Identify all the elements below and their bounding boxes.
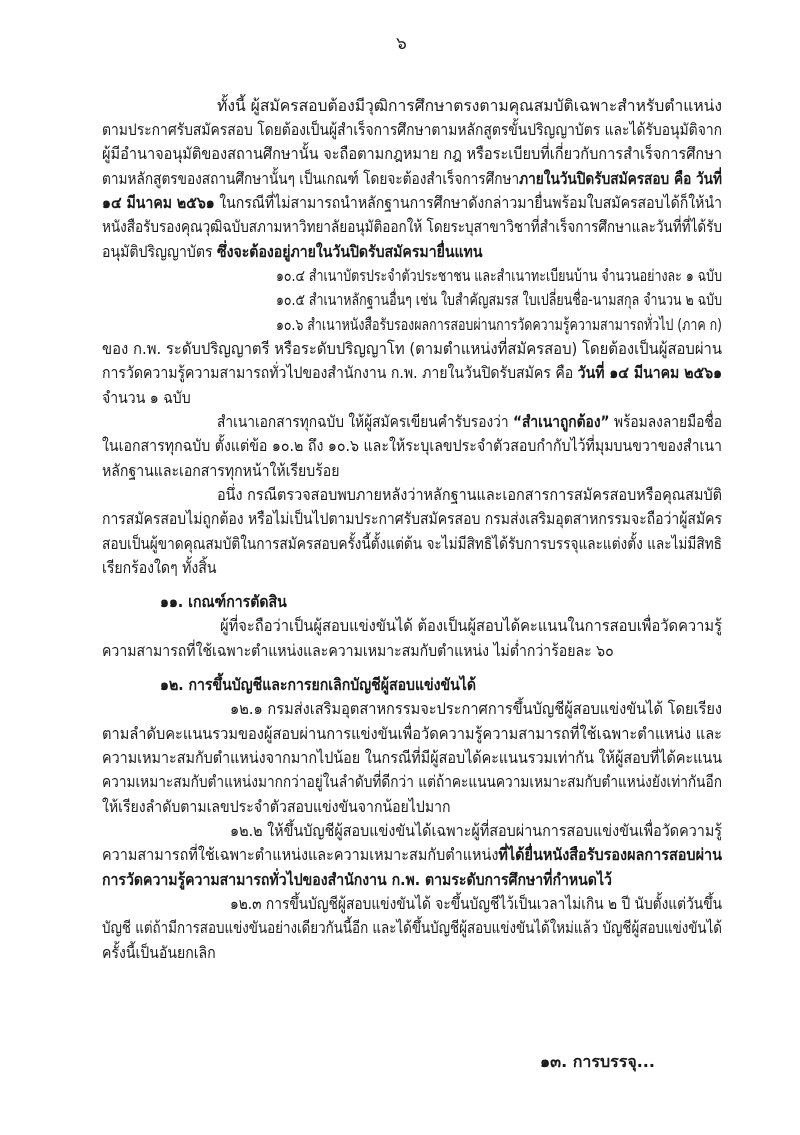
section-12-heading <box>160 674 476 696</box>
text: ๑๐.๕ สำเนาหลักฐานอื่นๆ เช่น ใบสำคัญสมรส ใบเปลี่ยนชื่อ-นามสกุล จำนวน ๒ ฉบับ <box>276 290 722 309</box>
text: ความสามารถที่ใช้เฉพาะตำแหน่งและความเหมาะสมกับตำแหน่ง <box>102 845 499 864</box>
para-line <box>102 796 451 818</box>
bold-text: “สำเนาถูกต้อง” <box>512 412 610 431</box>
page-number: ๖ <box>396 34 407 54</box>
para-line <box>102 771 722 793</box>
text: ครั้งนี้เป็นอันยกเลิก <box>102 943 216 962</box>
para-line <box>102 143 722 165</box>
text: ทั้งนี้ ผู้สมัครสอบต้องมีวุฒิการศึกษาตรงตามคุณสมบัติเฉพาะสำหรับตำแหน่ง <box>217 96 722 115</box>
continued-next-page: ๑๓. การบรรจุ... <box>540 1052 655 1071</box>
para-line <box>102 640 614 662</box>
para-line <box>102 533 722 555</box>
para-line <box>102 557 217 579</box>
para-line <box>102 119 722 141</box>
bold-text: ซึ่งจะต้องอยู่ภายในวันปิดรับสมัครมายื่นแทน <box>217 242 483 261</box>
bold-text: ๑๑. เกณฑ์การตัดสิน <box>160 592 287 611</box>
item-12-1 <box>230 698 722 720</box>
text: ผู้มีอำนาจอนุมัติของสถานศึกษานั้น จะถือตามกฎหมาย กฎ หรือระเบียบที่เกี่ยวกับการสำเร็จการศึกษา <box>102 144 722 163</box>
text: ในเอกสารทุกฉบับ ตั้งแต่ข้อ ๑๐.๒ ถึง ๑๐.๖ และให้ระบุเลขประจำตัวสอบกำกับไว้ที่มุมบนขวาของสำเนา <box>102 436 722 455</box>
bold-text: ๑๔ มีนาคม ๒๕๖๑ <box>102 193 215 212</box>
para-line <box>217 95 722 117</box>
para-line <box>102 844 722 866</box>
para-line <box>102 508 722 530</box>
para-line <box>102 387 191 409</box>
para-line <box>102 747 722 769</box>
text: ๑๐.๖ สำเนาหนังสือรับรองผลการสอบผ่านการวัดความรู้ความสามารถทั่วไป (ภาค ก) <box>276 315 722 334</box>
text: จำนวน ๑ ฉบับ <box>102 388 191 407</box>
text: การสมัครสอบไม่ถูกต้อง หรือไม่เป็นไปตามประกาศรับสมัครสอบ กรมส่งเสริมอุตสาหกรรมจะถือว่าผู้สมัคร <box>102 509 722 528</box>
item-12-2 <box>230 820 722 842</box>
text: บัญชี แต่ถ้ามีการสอบแข่งขันอย่างเดียวกันนี้อีก และได้ขึ้นบัญชีผู้สอบแข่งขันได้ใหม่แล้ว บัญชีผู้สอบแข่งขันได้ <box>102 918 722 937</box>
text: ของ ก.พ. ระดับปริญญาตรี หรือระดับปริญญาโท (ตามตำแหน่งที่สมัครสอบ) โดยต้องเป็นผู้สอบผ่าน <box>102 339 722 358</box>
para-line <box>102 917 722 939</box>
para-line <box>102 338 722 360</box>
item-10-6 <box>276 314 722 336</box>
text: พร้อมลงลายมือชื่อ <box>609 412 722 431</box>
text: ในกรณีที่ไม่สามารถนำหลักฐานการศึกษาดังกล่าวมายื่นพร้อมใบสมัครสอบได้ก็ให้นำ <box>214 193 722 212</box>
para-line <box>102 942 216 964</box>
para-line <box>220 615 722 637</box>
text: เรียกร้องใดๆ ทั้งสิ้น <box>102 558 217 577</box>
text: อนุมัติปริญญาบัตร <box>102 242 218 261</box>
text: สอบเป็นผู้ขาดคุณสมบัติในการสมัครสอบครั้งนี้ตั้งแต่ต้น จะไม่มีสิทธิได้รับการบรรจุและแต่งตั้ง และไม่มีสิทธิ <box>102 534 722 553</box>
text: ผู้ที่จะถือว่าเป็นผู้สอบแข่งขันได้ ต้องเป็นผู้สอบได้คะแนนในการสอบเพื่อวัดความรู้ <box>220 616 722 635</box>
text: ๑๐.๔ สำเนาบัตรประจำตัวประชาชน และสำเนาทะเบียนบ้าน จำนวนอย่างละ ๑ ฉบับ <box>276 266 722 285</box>
para-line <box>217 484 722 506</box>
text: หนังสือรับรองคุณวุฒิฉบับสภามหาวิทยาลัยอนุมัติออกให้ โดยระบุสาขาวิชาที่สำเร็จการศึกษาและวันที่ที่ได้รับ <box>102 217 722 236</box>
text: การวัดความรู้ความสามารถทั่วไปของสำนักงาน ก.พ. ภายในวันปิดรับสมัคร คือ <box>102 363 578 382</box>
text: หลักฐานและเอกสารทุกหน้าให้เรียบร้อย <box>102 461 340 480</box>
bold-text: ที่ได้ยื่นหนังสือรับรองผลการสอบผ่าน <box>498 845 722 864</box>
item-12-3 <box>230 893 722 915</box>
para-line <box>102 216 722 238</box>
text: อนึ่ง กรณีตรวจสอบพบภายหลังว่าหลักฐานและเอกสารการสมัครสอบหรือคุณสมบัติ <box>217 485 722 504</box>
text: ตามหลักสูตรของสถานศึกษานั้นๆ เป็นเกณฑ์ โดยจะต้องสำเร็จการศึกษา <box>102 169 520 188</box>
bold-text: ๑๒. การขึ้นบัญชีและการยกเลิกบัญชีผู้สอบแข่งขันได้ <box>160 675 477 694</box>
text: ให้เรียงลำดับตามเลขประจำตัวสอบแข่งขันจากน้อยไปมาก <box>102 797 451 816</box>
para-line <box>102 192 722 214</box>
section-11-heading <box>160 591 287 613</box>
para-line <box>217 411 722 433</box>
bold-text: วันที่ ๑๔ มีนาคม ๒๕๖๑ <box>577 363 722 382</box>
para-line <box>102 460 339 482</box>
text: ๑๒.๓ การขึ้นบัญชีผู้สอบแข่งขันได้ จะขึ้นบัญชีไว้เป็นเวลาไม่เกิน ๒ ปี นับตั้งแต่วันขึ้น <box>230 894 722 913</box>
text: ตามลำดับคะแนนรวมของผู้สอบผ่านการแข่งขันเพื่อวัดความรู้ความสามารถที่ใช้เฉพาะตำแหน่ง และ <box>102 724 722 743</box>
bold-text: ภายในวันปิดรับสมัครสอบ คือ วันที่ <box>519 169 722 188</box>
bold-text: การวัดความรู้ความสามารถทั่วไปของสำนักงาน ก.พ. ตามระดับการศึกษาที่กำหนดไว้ <box>102 870 612 889</box>
text: ตามประกาศรับสมัครสอบ โดยต้องเป็นผู้สำเร็จการศึกษาตามหลักสูตรขั้นปริญญาบัตร และได้รับอนุมัติจาก <box>102 120 722 139</box>
item-10-5 <box>276 289 722 311</box>
text: สำเนาเอกสารทุกฉบับ ให้ผู้สมัครเขียนคำรับรองว่า <box>217 412 513 431</box>
para-line <box>102 435 722 457</box>
text: ความเหมาะสมกับตำแหน่งจากมากไปน้อย ในกรณีที่มีผู้สอบได้คะแนนรวมเท่ากัน ให้ผู้สอบที่ได้คะแนน <box>102 748 722 767</box>
text: ความเหมาะสมกับตำแหน่งมากกว่าอยู่ในลำดับที่ดีกว่า แต่ถ้าคะแนนความเหมาะสมกับตำแหน่งยังเท่ากันอีก <box>102 772 722 791</box>
para-line <box>102 168 722 190</box>
text: ความสามารถที่ใช้เฉพาะตำแหน่งและความเหมาะสมกับตำแหน่ง ไม่ต่ำกว่าร้อยละ ๖๐ <box>102 641 614 660</box>
para-line <box>102 869 612 891</box>
text: ๑๒.๒ ให้ขึ้นบัญชีผู้สอบแข่งขันได้เฉพาะผู้ที่สอบผ่านการสอบแข่งขันเพื่อวัดความรู้ <box>230 821 722 840</box>
para-line <box>102 362 722 384</box>
item-10-4 <box>276 265 722 287</box>
text: ๑๒.๑ กรมส่งเสริมอุตสาหกรรมจะประกาศการขึ้นบัญชีผู้สอบแข่งขันได้ โดยเรียง <box>230 699 722 718</box>
para-line <box>102 723 722 745</box>
para-line <box>102 241 482 263</box>
